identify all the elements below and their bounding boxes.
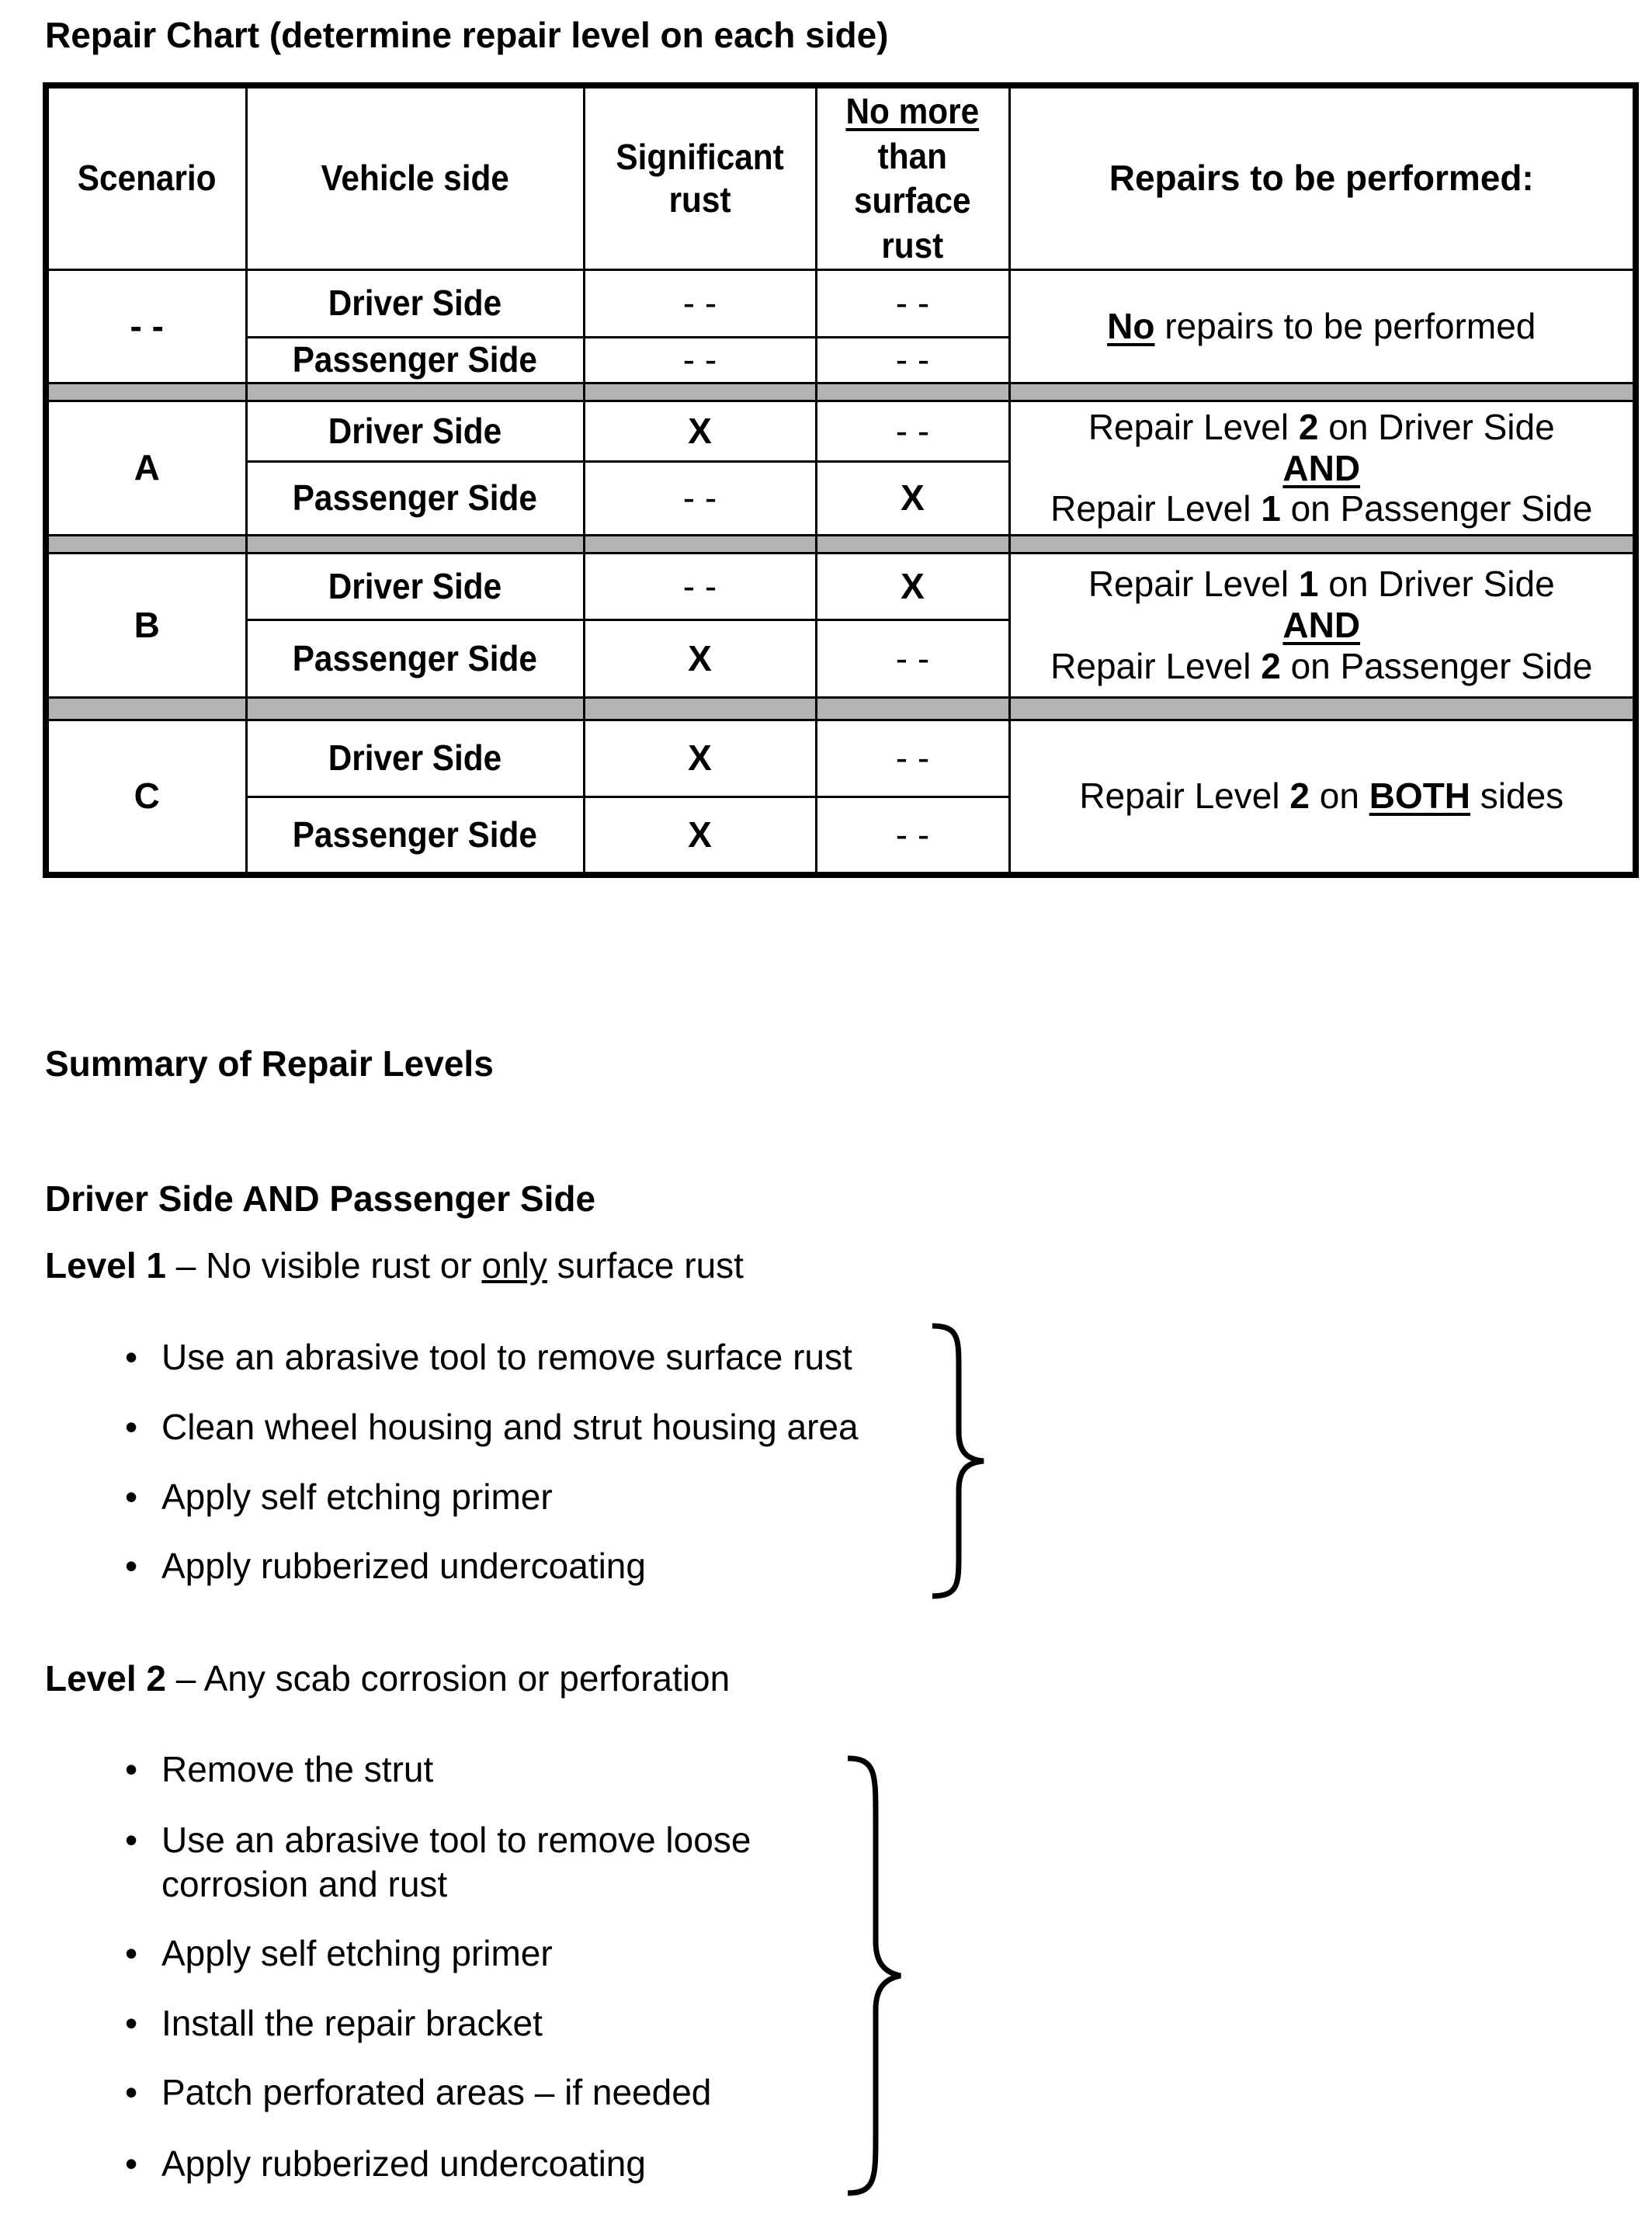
repair-cell: No repairs to be performed	[1009, 270, 1636, 383]
table-row	[46, 401, 1636, 462]
scenario-cell: C	[46, 720, 246, 875]
significant-cell: X	[584, 401, 816, 462]
surface-cell: X	[816, 554, 1009, 620]
header-scenario: Scenario	[46, 85, 246, 270]
repair-cell: Repair Level 2 on BOTH sides	[1009, 720, 1636, 875]
repair-cell: Repair Level 1 on Driver Side AND Repair Level 2 on Passenger Side	[1009, 554, 1636, 698]
significant-cell: X	[584, 620, 816, 698]
surface-cell: - -	[816, 620, 1009, 698]
level2-heading: Level 2 – Any scab corrosion or perforation	[45, 1658, 731, 1699]
table-row	[46, 554, 1636, 620]
header-surface-rust: No more than surface rust	[816, 85, 1009, 270]
separator-row	[46, 383, 1636, 401]
significant-cell: - -	[584, 462, 816, 536]
scenario-cell: - -	[46, 270, 246, 383]
list-item: • Use an abrasive tool to remove surface rust	[125, 1337, 852, 1377]
list-item: • Patch perforated areas – if needed	[125, 2072, 712, 2112]
list-item: • Clean wheel housing and strut housing area	[125, 1407, 859, 1447]
separator-row	[46, 536, 1636, 554]
scenario-cell: A	[46, 401, 246, 536]
side-cell: Passenger Side	[246, 338, 584, 383]
list-item: • Apply rubberized undercoating	[125, 2143, 646, 2184]
list-item: • Apply self etching primer	[125, 1477, 553, 1517]
scenario-cell: B	[46, 554, 246, 698]
list-item: • Remove the strut	[125, 1749, 434, 1789]
side-cell: Driver Side	[246, 401, 584, 462]
side-cell: Passenger Side	[246, 797, 584, 875]
repair-chart-table	[43, 82, 1639, 878]
list-item: • Install the repair bracket	[125, 2003, 543, 2043]
significant-cell: - -	[584, 338, 816, 383]
repair-cell: Repair Level 2 on Driver Side AND Repair Level 1 on Passenger Side	[1009, 401, 1636, 536]
significant-cell: - -	[584, 554, 816, 620]
surface-cell: - -	[816, 797, 1009, 875]
brace-icon	[843, 1755, 905, 2196]
table-header-row	[46, 85, 1636, 270]
list-item: • Apply self etching primer	[125, 1933, 553, 1973]
side-cell: Driver Side	[246, 720, 584, 797]
summary-subheading: Driver Side AND Passenger Side	[45, 1178, 596, 1219]
significant-cell: - -	[584, 270, 816, 338]
list-item: • Use an abrasive tool to remove loose	[125, 1820, 751, 1860]
list-item-continuation: corrosion and rust	[161, 1864, 448, 1904]
side-cell: Driver Side	[246, 554, 584, 620]
brace-icon	[928, 1323, 990, 1599]
side-cell: Passenger Side	[246, 620, 584, 698]
header-repairs: Repairs to be performed:	[1009, 85, 1636, 270]
significant-cell: X	[584, 797, 816, 875]
side-cell: Passenger Side	[246, 462, 584, 536]
summary-heading: Summary of Repair Levels	[45, 1043, 494, 1084]
significant-cell: X	[584, 720, 816, 797]
surface-cell: - -	[816, 401, 1009, 462]
surface-cell: X	[816, 462, 1009, 536]
surface-cell: - -	[816, 338, 1009, 383]
table-row	[46, 270, 1636, 338]
level1-heading: Level 1 – No visible rust or only surface rust	[45, 1245, 744, 1286]
header-vehicle-side: Vehicle side	[246, 85, 584, 270]
page-title: Repair Chart (determine repair level on each side)	[45, 15, 889, 55]
side-cell: Driver Side	[246, 270, 584, 338]
surface-cell: - -	[816, 720, 1009, 797]
header-significant-rust: Significant rust	[584, 85, 816, 270]
separator-row	[46, 698, 1636, 720]
list-item: • Apply rubberized undercoating	[125, 1546, 646, 1586]
table-row	[46, 720, 1636, 797]
surface-cell: - -	[816, 270, 1009, 338]
